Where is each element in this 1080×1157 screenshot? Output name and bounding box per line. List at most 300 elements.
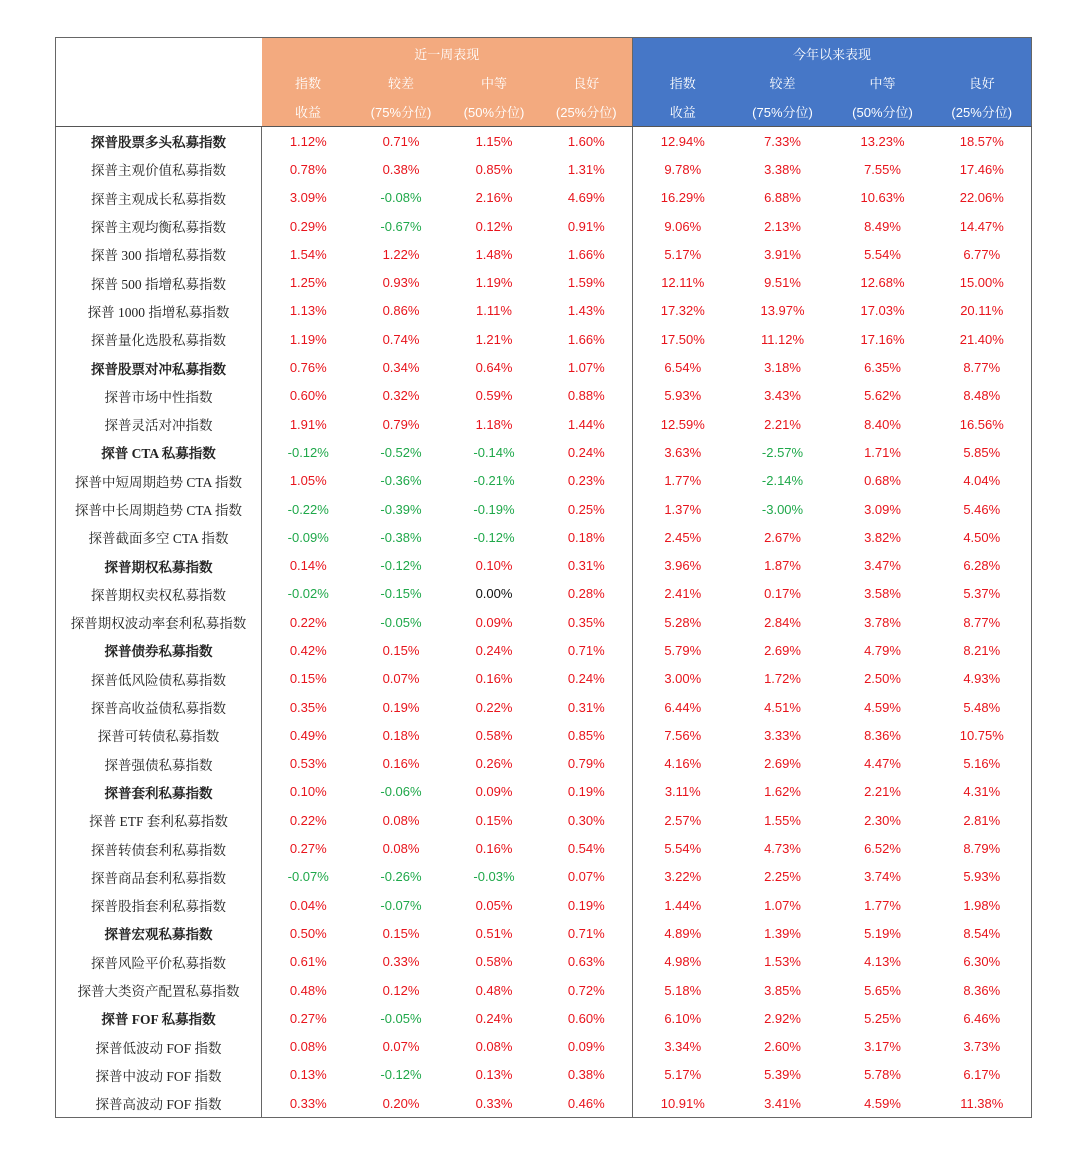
ytd-value-cell: 3.63%	[664, 444, 702, 460]
ytd-value-cell: 13.23%	[860, 133, 905, 149]
ytd-value-cell: 1.98%	[933, 891, 1032, 919]
week-value-cell: 1.48%	[475, 246, 513, 262]
week-value-cell: -0.36%	[380, 473, 422, 489]
ytd-value-cell: 5.37%	[933, 580, 1032, 608]
table-row	[56, 240, 1032, 268]
ytd-value-cell: 8.36%	[864, 727, 901, 743]
ytd-value-cell: 7.33%	[764, 133, 801, 149]
ytd-value-cell: 8.48%	[933, 382, 1032, 410]
row-index-name: 探普 500 指增私募指数	[56, 268, 262, 296]
row-index-name: 探普期权私募指数	[56, 551, 262, 579]
table-row	[56, 665, 1032, 693]
week-col-medium-subheader: (50%分位)	[448, 97, 541, 127]
ytd-value-cell: 6.17%	[933, 1061, 1032, 1089]
ytd-value-cell: 5.54%	[664, 841, 702, 857]
ytd-value-cell: 3.85%	[764, 982, 801, 998]
ytd-value-cell: 4.31%	[933, 778, 1032, 806]
ytd-value-cell: 17.46%	[933, 155, 1032, 183]
ytd-value-cell: 22.06%	[933, 184, 1032, 212]
ytd-value-cell: 8.54%	[933, 919, 1032, 947]
week-value-cell: 0.33%	[448, 1089, 541, 1118]
ytd-value-cell: 4.50%	[933, 523, 1032, 551]
week-value-cell: 0.53%	[289, 756, 327, 772]
ytd-value-cell: 17.32%	[660, 303, 705, 319]
ytd-value-cell: 12.11%	[661, 275, 705, 291]
ytd-value-cell: 3.78%	[864, 614, 901, 630]
week-value-cell: 0.16%	[382, 756, 420, 772]
ytd-value-cell: 3.34%	[664, 1039, 702, 1055]
week-value-cell: 0.32%	[382, 388, 420, 404]
ytd-value-cell: 3.11%	[664, 784, 701, 800]
row-index-name: 探普市场中性指数	[56, 382, 262, 410]
week-value-cell: 0.79%	[382, 416, 420, 432]
ytd-value-cell: 8.77%	[933, 608, 1032, 636]
week-value-cell: 1.31%	[541, 155, 633, 183]
ytd-value-cell: 2.41%	[664, 586, 702, 602]
week-value-cell: 0.15%	[289, 671, 327, 687]
week-value-cell: 0.22%	[289, 614, 327, 630]
ytd-value-cell: 8.40%	[864, 416, 901, 432]
week-value-cell: 0.49%	[289, 727, 327, 743]
ytd-col-good-subheader: (25%分位)	[933, 97, 1032, 127]
week-value-cell: 1.19%	[289, 331, 327, 347]
week-col-good-header: 良好	[541, 68, 633, 97]
week-value-cell: -0.26%	[380, 869, 422, 885]
week-value-cell: 0.24%	[541, 438, 633, 466]
table-row	[56, 353, 1032, 381]
row-index-name: 探普中短周期趋势 CTA 指数	[56, 467, 262, 495]
week-value-cell: -0.22%	[287, 501, 329, 517]
ytd-value-cell: 1.39%	[764, 925, 801, 941]
week-value-cell: 0.85%	[475, 161, 513, 177]
row-index-name: 探普中波动 FOF 指数	[56, 1061, 262, 1089]
ytd-value-cell: 3.58%	[864, 586, 901, 602]
week-value-cell: 0.30%	[541, 806, 633, 834]
table-row	[56, 778, 1032, 806]
week-value-cell: 1.13%	[289, 303, 327, 319]
week-value-cell: 0.72%	[541, 976, 633, 1004]
ytd-value-cell: 5.85%	[933, 438, 1032, 466]
week-value-cell: 0.31%	[541, 551, 633, 579]
ytd-value-cell: 1.53%	[764, 954, 801, 970]
week-value-cell: 0.12%	[382, 982, 420, 998]
ytd-value-cell: 0.68%	[864, 473, 901, 489]
week-value-cell: 1.43%	[541, 297, 633, 325]
row-index-name: 探普股票多头私募指数	[56, 127, 262, 156]
week-col-poor-header: 较差	[355, 68, 448, 97]
week-value-cell: -0.12%	[380, 1067, 422, 1083]
table-row	[56, 184, 1032, 212]
week-value-cell: 0.09%	[475, 784, 513, 800]
week-value-cell: 0.20%	[355, 1089, 448, 1118]
ytd-value-cell: 2.81%	[933, 806, 1032, 834]
ytd-value-cell: 4.73%	[764, 841, 801, 857]
ytd-value-cell: 5.62%	[864, 388, 901, 404]
week-value-cell: 1.19%	[475, 275, 513, 291]
week-value-cell: -0.07%	[380, 897, 422, 913]
week-value-cell: -0.12%	[473, 529, 515, 545]
week-value-cell: 0.22%	[475, 699, 513, 715]
week-value-cell: 1.91%	[289, 416, 327, 432]
ytd-col-poor-subheader: (75%分位)	[733, 97, 833, 127]
week-value-cell: 0.59%	[475, 388, 513, 404]
row-index-name: 探普 CTA 私募指数	[56, 438, 262, 466]
ytd-value-cell: 1.77%	[864, 897, 901, 913]
week-value-cell: 0.08%	[382, 812, 420, 828]
week-value-cell: 0.07%	[541, 863, 633, 891]
table-row	[56, 919, 1032, 947]
ytd-value-cell: 18.57%	[933, 127, 1032, 156]
ytd-value-cell: 7.56%	[664, 727, 702, 743]
ytd-value-cell: 6.88%	[764, 190, 801, 206]
week-value-cell: 0.86%	[382, 303, 420, 319]
week-value-cell: 0.27%	[289, 1010, 327, 1026]
week-value-cell: 0.76%	[289, 360, 327, 376]
ytd-value-cell: 5.39%	[764, 1067, 801, 1083]
row-index-name: 探普中长周期趋势 CTA 指数	[56, 495, 262, 523]
week-value-cell: 0.60%	[541, 1004, 633, 1032]
table-row	[56, 523, 1032, 551]
week-value-cell: 0.23%	[541, 467, 633, 495]
ytd-value-cell: 1.72%	[764, 671, 801, 687]
week-value-cell: 0.93%	[382, 275, 420, 291]
table-row	[56, 636, 1032, 664]
week-col-index-subheader: 收益	[262, 97, 355, 127]
row-index-name: 探普高收益债私募指数	[56, 693, 262, 721]
ytd-performance-header: 今年以来表现	[633, 38, 1032, 69]
ytd-value-cell: 5.79%	[664, 642, 702, 658]
row-index-name: 探普 FOF 私募指数	[56, 1004, 262, 1032]
ytd-value-cell: 3.73%	[933, 1033, 1032, 1061]
table-row	[56, 721, 1032, 749]
ytd-value-cell: -3.00%	[761, 501, 804, 517]
week-value-cell: 0.63%	[541, 948, 633, 976]
ytd-value-cell: 10.63%	[860, 190, 905, 206]
week-value-cell: 0.46%	[541, 1089, 633, 1118]
ytd-col-index-header: 指数	[633, 68, 733, 97]
ytd-value-cell: 3.47%	[864, 558, 901, 574]
ytd-value-cell: 5.18%	[664, 982, 702, 998]
ytd-value-cell: 1.77%	[664, 473, 702, 489]
ytd-col-medium-subheader: (50%分位)	[833, 97, 933, 127]
week-value-cell: 0.50%	[289, 925, 327, 941]
row-index-name: 探普主观价值私募指数	[56, 155, 262, 183]
ytd-value-cell: 16.56%	[933, 410, 1032, 438]
week-value-cell: 0.18%	[382, 727, 420, 743]
ytd-value-cell: 1.55%	[764, 812, 801, 828]
ytd-value-cell: 12.59%	[660, 416, 705, 432]
ytd-value-cell: 3.82%	[864, 529, 901, 545]
week-value-cell: 0.14%	[289, 558, 327, 574]
ytd-value-cell: 4.93%	[933, 665, 1032, 693]
ytd-value-cell: 21.40%	[933, 325, 1032, 353]
ytd-col-poor-header: 较差	[733, 68, 833, 97]
row-index-name: 探普股指套利私募指数	[56, 891, 262, 919]
ytd-value-cell: 12.94%	[660, 133, 705, 149]
ytd-value-cell: 16.29%	[660, 190, 705, 206]
table-row	[56, 806, 1032, 834]
week-value-cell: 0.18%	[541, 523, 633, 551]
row-index-name: 探普期权波动率套利私募指数	[56, 608, 262, 636]
week-value-cell: 0.60%	[289, 388, 327, 404]
ytd-value-cell: 5.48%	[933, 693, 1032, 721]
week-value-cell: 0.15%	[475, 812, 513, 828]
week-value-cell: 0.13%	[475, 1067, 513, 1083]
week-value-cell: 0.33%	[262, 1089, 355, 1118]
week-value-cell: 0.48%	[289, 982, 327, 998]
ytd-value-cell: 10.75%	[933, 721, 1032, 749]
row-index-name: 探普期权卖权私募指数	[56, 580, 262, 608]
week-value-cell: -0.38%	[380, 529, 422, 545]
week-value-cell: 0.38%	[382, 161, 420, 177]
table-row	[56, 438, 1032, 466]
week-value-cell: 0.79%	[541, 750, 633, 778]
ytd-value-cell: 2.92%	[764, 1010, 801, 1026]
week-value-cell: 0.48%	[475, 982, 513, 998]
row-index-name: 探普商品套利私募指数	[56, 863, 262, 891]
week-value-cell: 2.16%	[475, 190, 513, 206]
week-value-cell: -0.09%	[287, 529, 329, 545]
ytd-value-cell: 3.17%	[864, 1039, 901, 1055]
row-index-name: 探普灵活对冲指数	[56, 410, 262, 438]
ytd-value-cell: 8.77%	[933, 353, 1032, 381]
ytd-value-cell: 4.04%	[933, 467, 1032, 495]
ytd-value-cell: 17.16%	[860, 331, 905, 347]
week-value-cell: -0.12%	[380, 558, 422, 574]
row-index-name: 探普 1000 指增私募指数	[56, 297, 262, 325]
ytd-value-cell: 3.38%	[764, 161, 801, 177]
ytd-value-cell: 10.91%	[633, 1089, 733, 1118]
ytd-value-cell: 5.16%	[933, 750, 1032, 778]
ytd-value-cell: 12.68%	[860, 275, 905, 291]
ytd-col-index-subheader: 收益	[633, 97, 733, 127]
ytd-value-cell: 4.79%	[864, 642, 901, 658]
performance-table-container	[55, 37, 1032, 1118]
ytd-value-cell: 9.78%	[664, 161, 702, 177]
ytd-value-cell: 5.46%	[933, 495, 1032, 523]
row-index-name: 探普量化选股私募指数	[56, 325, 262, 353]
ytd-value-cell: 2.50%	[864, 671, 901, 687]
week-value-cell: 1.21%	[475, 331, 513, 347]
ytd-value-cell: 20.11%	[933, 297, 1032, 325]
week-value-cell: 1.15%	[475, 133, 513, 149]
ytd-value-cell: 1.71%	[864, 444, 901, 460]
table-row	[56, 834, 1032, 862]
ytd-value-cell: 3.09%	[864, 501, 901, 517]
ytd-value-cell: 2.30%	[864, 812, 901, 828]
ytd-value-cell: 15.00%	[933, 268, 1032, 296]
week-col-good-subheader: (25%分位)	[541, 97, 633, 127]
ytd-value-cell: 4.89%	[664, 925, 702, 941]
week-value-cell: 0.16%	[475, 841, 513, 857]
row-index-name: 探普股票对冲私募指数	[56, 353, 262, 381]
week-value-cell: -0.02%	[287, 586, 329, 602]
week-value-cell: 0.07%	[382, 671, 420, 687]
week-value-cell: 1.59%	[541, 268, 633, 296]
ytd-value-cell: 3.00%	[664, 671, 702, 687]
week-value-cell: -0.19%	[473, 501, 515, 517]
table-row	[56, 750, 1032, 778]
ytd-value-cell: 9.51%	[764, 275, 801, 291]
week-value-cell: -0.03%	[473, 869, 515, 885]
ytd-value-cell: 8.21%	[933, 636, 1032, 664]
ytd-value-cell: 4.16%	[664, 756, 702, 772]
week-value-cell: 0.78%	[289, 161, 327, 177]
table-row	[56, 608, 1032, 636]
week-value-cell: 0.10%	[475, 558, 513, 574]
ytd-value-cell: 8.49%	[864, 218, 901, 234]
ytd-value-cell: 3.41%	[733, 1089, 833, 1118]
ytd-value-cell: 2.57%	[664, 812, 702, 828]
ytd-value-cell: 1.62%	[764, 784, 801, 800]
ytd-value-cell: 5.17%	[664, 1067, 702, 1083]
ytd-value-cell: 3.43%	[764, 388, 801, 404]
ytd-value-cell: 3.91%	[764, 246, 801, 262]
ytd-value-cell: 6.77%	[933, 240, 1032, 268]
week-value-cell: 0.88%	[541, 382, 633, 410]
table-row	[56, 325, 1032, 353]
ytd-value-cell: 9.06%	[664, 218, 702, 234]
week-value-cell: -0.39%	[380, 501, 422, 517]
row-index-name: 探普套利私募指数	[56, 778, 262, 806]
week-value-cell: 0.19%	[541, 778, 633, 806]
week-value-cell: 1.05%	[289, 473, 327, 489]
week-value-cell: 1.22%	[382, 246, 420, 262]
week-value-cell: 0.24%	[475, 642, 513, 658]
table-row	[56, 410, 1032, 438]
week-value-cell: 0.00%	[475, 586, 513, 602]
table-row	[56, 976, 1032, 1004]
ytd-value-cell: 6.28%	[933, 551, 1032, 579]
week-col-poor-subheader: (75%分位)	[355, 97, 448, 127]
ytd-value-cell: 2.21%	[764, 416, 801, 432]
corner-cell	[56, 38, 262, 127]
week-value-cell: 0.33%	[382, 954, 420, 970]
table-row	[56, 1061, 1032, 1089]
ytd-value-cell: 2.69%	[764, 642, 801, 658]
week-value-cell: 0.19%	[382, 699, 420, 715]
ytd-value-cell: 6.35%	[864, 360, 901, 376]
ytd-value-cell: 5.25%	[864, 1010, 901, 1026]
table-row	[56, 1033, 1032, 1061]
week-value-cell: -0.67%	[380, 218, 422, 234]
week-value-cell: 0.31%	[541, 693, 633, 721]
ytd-value-cell: 5.78%	[864, 1067, 901, 1083]
week-value-cell: 1.66%	[541, 325, 633, 353]
row-index-name: 探普风险平价私募指数	[56, 948, 262, 976]
ytd-value-cell: -2.14%	[761, 473, 804, 489]
week-value-cell: 0.12%	[475, 218, 513, 234]
week-value-cell: 0.05%	[475, 897, 513, 913]
ytd-value-cell: 6.30%	[933, 948, 1032, 976]
week-value-cell: -0.52%	[380, 444, 422, 460]
table-row	[56, 495, 1032, 523]
ytd-value-cell: 2.13%	[764, 218, 801, 234]
ytd-value-cell: -2.57%	[761, 444, 804, 460]
week-value-cell: 0.71%	[541, 636, 633, 664]
table-body	[56, 127, 1032, 1118]
week-value-cell: 0.51%	[475, 925, 513, 941]
ytd-value-cell: 4.98%	[664, 954, 702, 970]
week-value-cell: 1.44%	[541, 410, 633, 438]
ytd-value-cell: 0.17%	[764, 586, 801, 602]
week-value-cell: 0.61%	[289, 954, 327, 970]
week-value-cell: 1.18%	[475, 416, 513, 432]
ytd-value-cell: 2.45%	[664, 529, 702, 545]
ytd-value-cell: 6.10%	[664, 1010, 702, 1026]
week-value-cell: 0.35%	[541, 608, 633, 636]
week-value-cell: -0.12%	[287, 444, 329, 460]
week-value-cell: 0.74%	[382, 331, 420, 347]
week-value-cell: 0.29%	[289, 218, 327, 234]
week-value-cell: 0.24%	[475, 1010, 513, 1026]
week-value-cell: -0.15%	[380, 586, 422, 602]
week-value-cell: 0.26%	[475, 756, 513, 772]
ytd-value-cell: 5.93%	[933, 863, 1032, 891]
week-value-cell: 1.11%	[476, 303, 512, 319]
table-row	[56, 580, 1032, 608]
ytd-value-cell: 2.67%	[764, 529, 801, 545]
week-value-cell: 0.35%	[289, 699, 327, 715]
week-value-cell: 0.71%	[541, 919, 633, 947]
ytd-value-cell: 2.84%	[764, 614, 801, 630]
ytd-value-cell: 4.51%	[764, 699, 801, 715]
ytd-value-cell: 5.17%	[664, 246, 702, 262]
table-row	[56, 693, 1032, 721]
ytd-value-cell: 1.07%	[764, 897, 801, 913]
ytd-value-cell: 4.47%	[864, 756, 901, 772]
ytd-value-cell: 6.52%	[864, 841, 901, 857]
row-index-name: 探普主观均衡私募指数	[56, 212, 262, 240]
table-row	[56, 891, 1032, 919]
ytd-value-cell: 4.59%	[864, 699, 901, 715]
week-value-cell: 0.19%	[541, 891, 633, 919]
week-value-cell: 0.27%	[289, 841, 327, 857]
week-value-cell: 1.07%	[541, 353, 633, 381]
week-value-cell: 3.09%	[289, 190, 327, 206]
week-value-cell: 0.58%	[475, 727, 513, 743]
row-index-name: 探普截面多空 CTA 指数	[56, 523, 262, 551]
ytd-value-cell: 14.47%	[933, 212, 1032, 240]
week-value-cell: 0.08%	[382, 841, 420, 857]
table-row	[56, 1004, 1032, 1032]
week-value-cell: 1.12%	[289, 133, 327, 149]
ytd-value-cell: 2.21%	[864, 784, 901, 800]
ytd-value-cell: 1.37%	[664, 501, 702, 517]
week-value-cell: 0.08%	[289, 1039, 327, 1055]
ytd-value-cell: 17.03%	[860, 303, 905, 319]
ytd-value-cell: 6.46%	[933, 1004, 1032, 1032]
table-row	[56, 948, 1032, 976]
performance-table	[55, 37, 1032, 1118]
week-value-cell: 0.25%	[541, 495, 633, 523]
ytd-value-cell: 1.87%	[764, 558, 801, 574]
week-value-cell: 0.91%	[541, 212, 633, 240]
row-index-name: 探普 300 指增私募指数	[56, 240, 262, 268]
week-performance-header: 近一周表现	[262, 38, 633, 69]
ytd-value-cell: 11.12%	[760, 331, 805, 347]
ytd-col-good-header: 良好	[933, 68, 1032, 97]
table-row	[56, 155, 1032, 183]
week-value-cell: -0.21%	[473, 473, 515, 489]
row-index-name: 探普主观成长私募指数	[56, 184, 262, 212]
week-value-cell: 0.64%	[475, 360, 513, 376]
ytd-value-cell: 17.50%	[660, 331, 705, 347]
week-value-cell: 0.15%	[382, 925, 420, 941]
ytd-value-cell: 2.60%	[764, 1039, 801, 1055]
week-value-cell: -0.05%	[380, 1010, 422, 1026]
ytd-value-cell: 13.97%	[760, 303, 805, 319]
